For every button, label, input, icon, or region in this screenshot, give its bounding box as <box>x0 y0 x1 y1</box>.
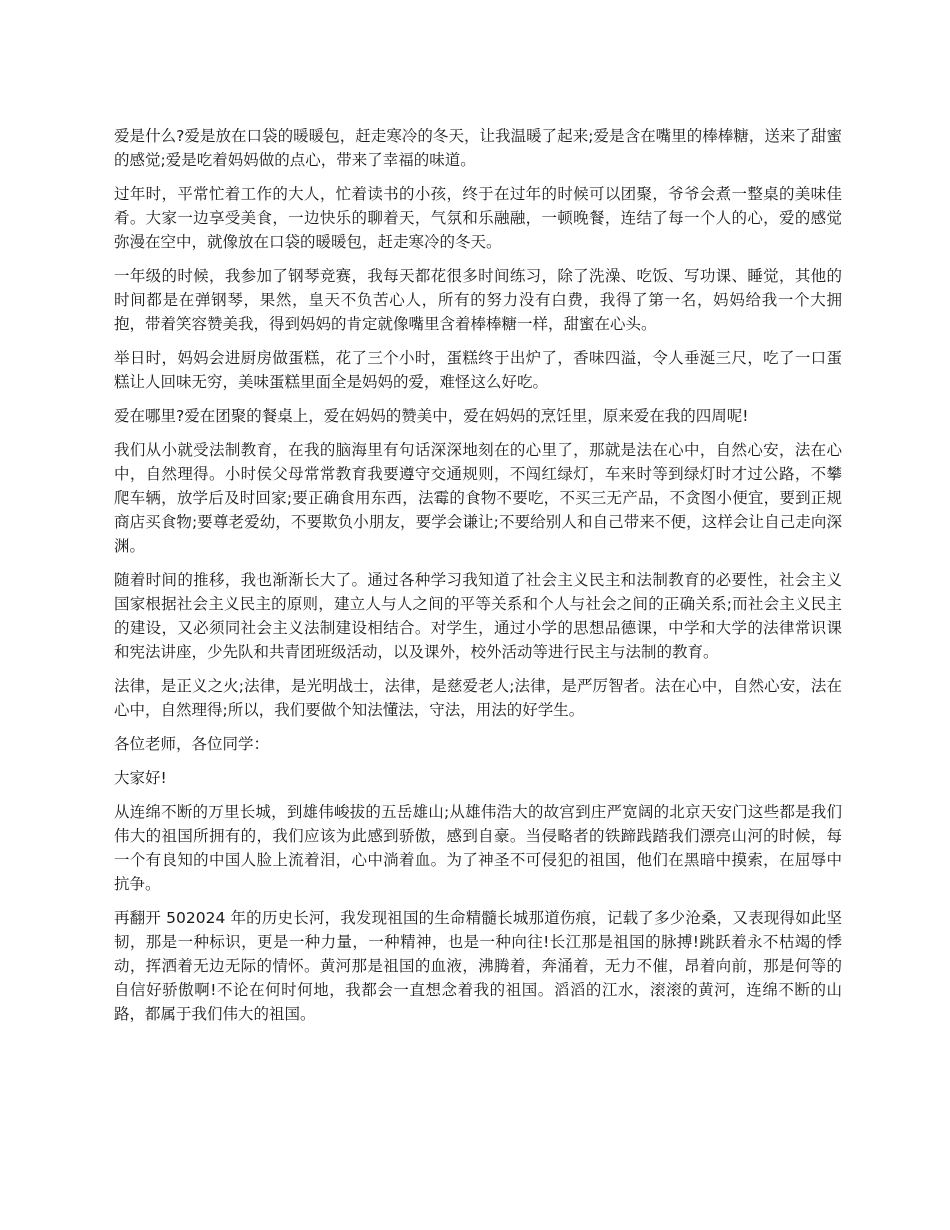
paragraph-history: 再翻开 502024 年的历史长河，我发现祖国的生命精髓长城那道伤痕，记载了多少沧桑，又表现得如此坚韧，那是一种标识，更是一种力量，一种精神，也是一种向往!长江那是祖国的脉搏!跳跃着永不枯竭的悸动，挥洒着无边无际的情怀。黄河那是祖国的血液，沸腾着，奔涌着，无力不催，昂着向前，那是何等的自信好骄傲啊!不论在何时何地，我都会一直想念着我的祖国。滔滔的江水，滚滚的黄河，连绵不断的山路，都属于我们伟大的祖国。 <box>114 909 842 1023</box>
paragraph-greeting: 大家好! <box>114 769 167 787</box>
paragraph-love-where: 爱在哪里?爱在团聚的餐桌上，爱在妈妈的赞美中，爱在妈妈的烹饪里，原来爱在我的四周呢! <box>114 407 749 425</box>
paragraph-cake: 举日时，妈妈会进厨房做蛋糕，花了三个小时，蛋糕终于出炉了，香味四溢，令人垂涎三尺，吃了一口蛋糕让人回味无穷，美味蛋糕里面全是妈妈的爱，难怪这么好吃。 <box>114 349 842 391</box>
paragraph-law-education: 我们从小就受法制教育，在我的脑海里有句话深深地刻在的心里了，那就是法在心中，自然心安，法在心中，自然理得。小时侯父母常常教育我要遵守交通规则，不闯红绿灯，车来时等到绿灯时才过公路，不攀爬车辆，放学后及时回家;要正确食用东西，法霉的食物不要吃，不买三无产品，不贪图小便宜，要到正规商店买食物;要尊老爱幼，不要欺负小朋友，要学会谦让;不要给别人和自己带来不便，这样会让自己走向深渊。 <box>114 441 842 555</box>
paragraph-law-metaphor: 法律，是正义之火;法律，是光明战士，法律，是慈爱老人;法律，是严厉智者。法在心中，自然心安，法在心中，自然理得;所以，我们要做个知法懂法，守法，用法的好学生。 <box>114 677 842 719</box>
document-page <box>114 124 842 1036</box>
paragraph-new-year: 过年时，平常忙着工作的大人，忙着读书的小孩，终于在过年的时候可以团聚，爷爷会煮一整桌的美味佳肴。大家一边享受美食，一边快乐的聊着天，气氛和乐融融，一顿晚餐，连结了每一个人的心，爱的感觉弥漫在空中，就像放在口袋的暖暖包，赶走寒冷的冬天。 <box>114 185 842 251</box>
paragraph-salutation: 各位老师，各位同学： <box>114 735 270 753</box>
paragraph-love-what: 爱是什么?爱是放在口袋的暖暖包，赶走寒冷的冬天，让我温暖了起来;爱是含在嘴里的棒棒糖，送来了甜蜜的感觉;爱是吃着妈妈做的点心，带来了幸福的味道。 <box>114 127 842 169</box>
paragraph-democracy: 随着时间的推移，我也渐渐长大了。通过各种学习我知道了社会主义民主和法制教育的必要性，社会主义国家根据社会主义民主的原则，建立人与人之间的平等关系和个人与社会之间的正确关系;而社会主义民主的建设，又必须同社会主义法制建设相结合。对学生，通过小学的思想品德课，中学和大学的法律常识课和宪法讲座，少先队和共青团班级活动，以及课外，校外活动等进行民主与法制的教育。 <box>114 571 842 661</box>
paragraph-piano: 一年级的时候，我参加了钢琴竞赛，我每天都花很多时间练习，除了洗澡、吃饭、写功课、睡觉，其他的时间都是在弹钢琴，果然，皇天不负苦心人，所有的努力没有白费，我得了第一名，妈妈给我一个大拥抱，带着笑容赞美我，得到妈妈的肯定就像嘴里含着棒棒糖一样，甜蜜在心头。 <box>114 267 842 333</box>
paragraph-great-wall: 从连绵不断的万里长城，到雄伟峻拔的五岳雄山;从雄伟浩大的故宫到庄严宽阔的北京天安门这些都是我们伟大的祖国所拥有的，我们应该为此感到骄傲，感到自豪。当侵略者的铁蹄践踏我们漂亮山河的时候，每一个有良知的中国人脸上流着泪，心中淌着血。为了神圣不可侵犯的祖国，他们在黑暗中摸索，在屈辱中抗争。 <box>114 803 842 893</box>
